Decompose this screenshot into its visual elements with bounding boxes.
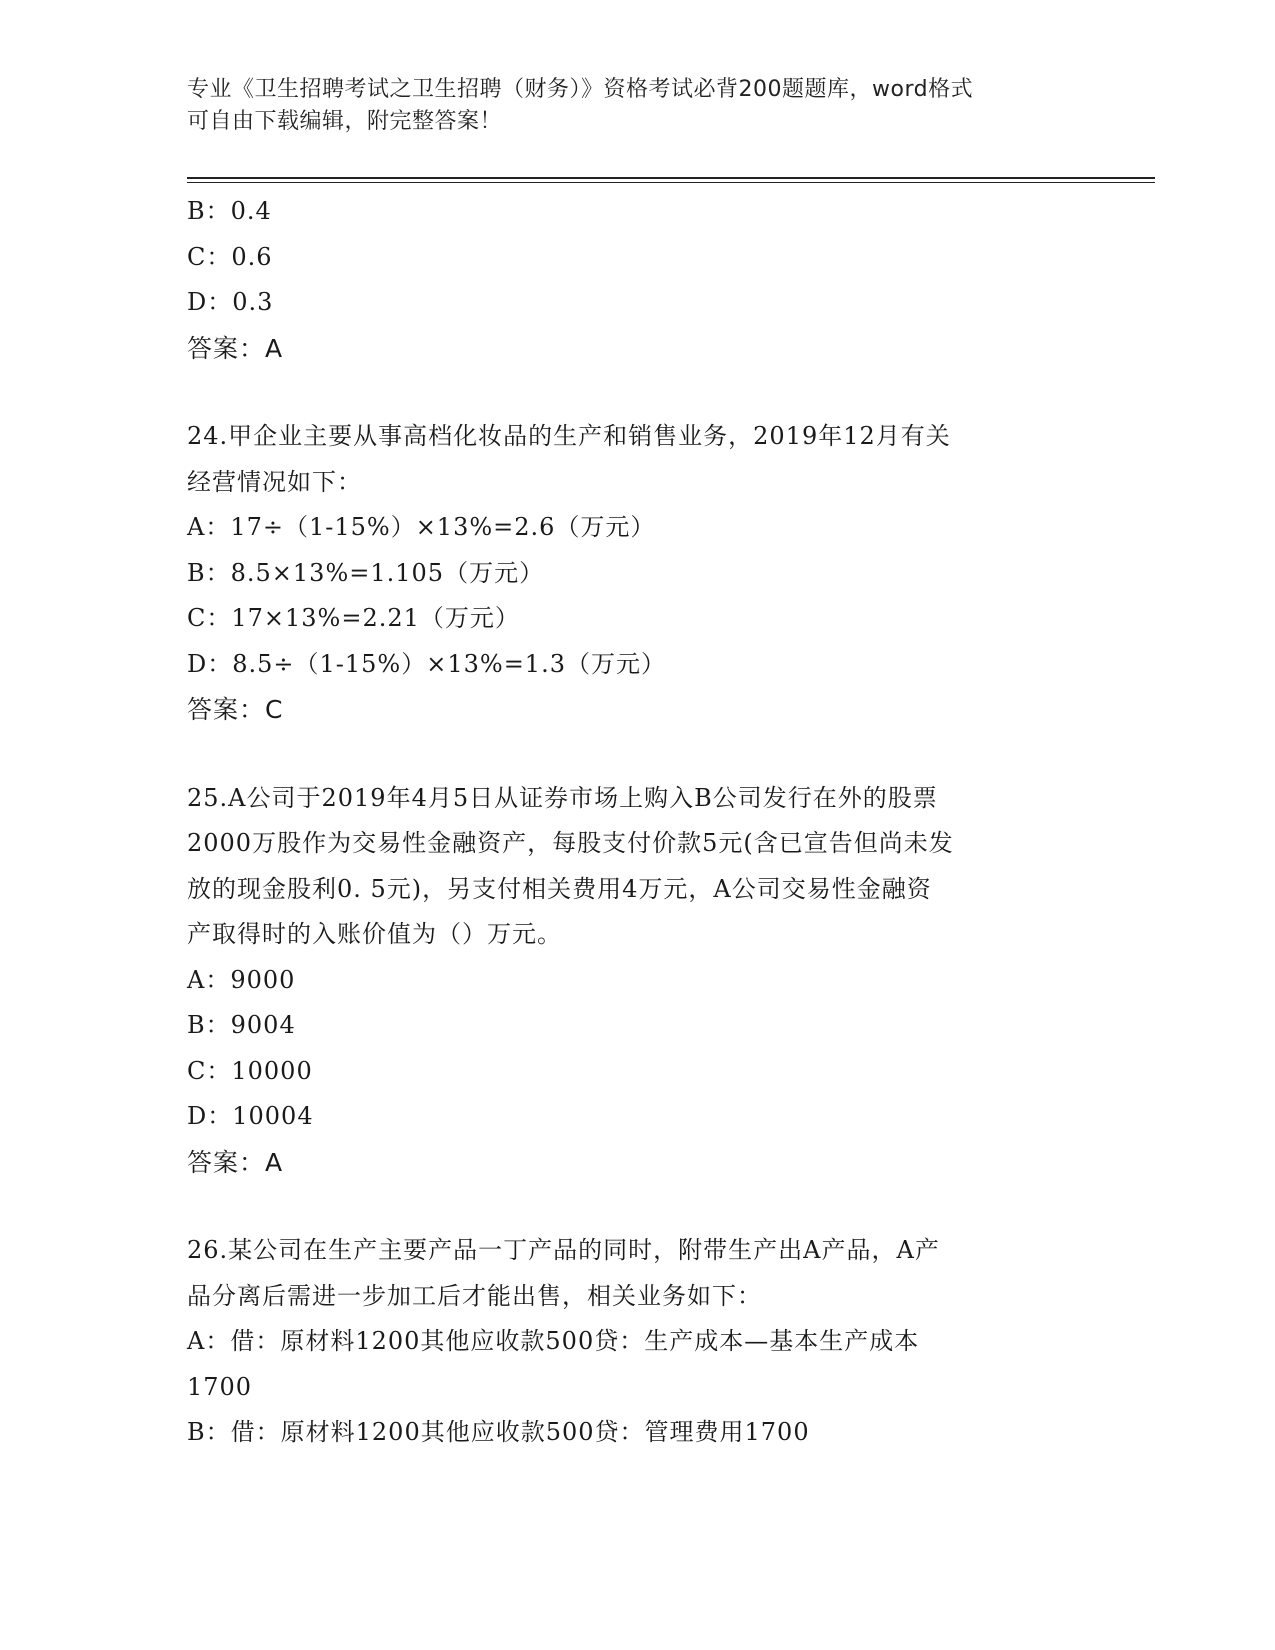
header-rule-thick [187, 177, 1155, 179]
answer-line: 答案：A [187, 333, 284, 363]
option-c: C：17×13%=2.21（万元） [187, 604, 520, 632]
header-line-2: 可自由下载编辑，附完整答案！ [187, 109, 503, 134]
option-d: D：0.3 [187, 288, 274, 316]
option-a-continued: 1700 [187, 1372, 253, 1401]
question-25 [187, 776, 1087, 1186]
question-stem: 26.某公司在生产主要产品一丁产品的同时，附带生产出A产品，A产 [187, 1236, 940, 1264]
question-24 [187, 414, 1087, 733]
option-b: B：借：原材料1200其他应收款500贷：管理费用1700 [187, 1418, 810, 1446]
option-d: D：10004 [187, 1102, 314, 1130]
header-rule-thin [187, 182, 1155, 183]
option-a: A：借：原材料1200其他应收款500贷：生产成本—基本生产成本 [187, 1327, 920, 1355]
option-a: A：17÷（1-15%）×13%=2.6（万元） [187, 513, 656, 541]
question-stem: 放的现金股利0. 5元)，另支付相关费用4万元，A公司交易性金融资 [187, 874, 932, 903]
option-a: A：9000 [187, 965, 296, 994]
question-stem: 25.A公司于2019年4月5日从证券市场上购入B公司发行在外的股票 [187, 783, 938, 812]
option-c: C：0.6 [187, 242, 273, 271]
document-header [187, 74, 1067, 138]
answer-line: 答案：C [187, 695, 284, 724]
question-stem: 24.甲企业主要从事高档化妆品的生产和销售业务，2019年12月有关 [187, 422, 951, 450]
option-d: D：8.5÷（1-15%）×13%=1.3（万元） [187, 649, 666, 678]
question-stem: 经营情况如下： [187, 467, 362, 496]
header-line-1: 专业《卫生招聘考试之卫生招聘（财务）》资格考试必背200题题库，word格式 [187, 77, 974, 102]
answer-line: 答案：A [187, 1147, 284, 1177]
option-c: C：10000 [187, 1056, 313, 1085]
option-b: B：9004 [187, 1011, 296, 1039]
question-stem: 产取得时的入账价值为（）万元。 [187, 920, 562, 948]
question-26 [187, 1228, 1087, 1456]
option-b: B：8.5×13%=1.105（万元） [187, 558, 545, 587]
question-23-continued [187, 189, 1087, 371]
question-stem: 2000万股作为交易性金融资产，每股支付价款5元(含已宣告但尚未发 [187, 829, 954, 857]
question-stem: 品分离后需进一步加工后才能出售，相关业务如下： [187, 1281, 762, 1310]
document-body [187, 189, 1087, 1456]
option-b: B：0.4 [187, 197, 272, 225]
